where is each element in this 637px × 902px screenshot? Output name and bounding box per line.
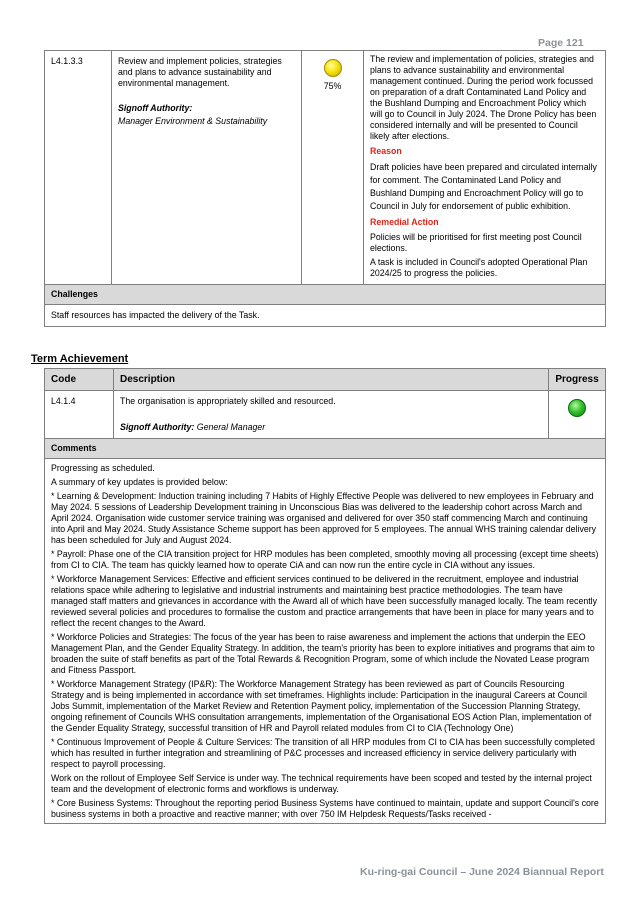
progress-percent: 75% xyxy=(323,81,342,91)
task-code: L4.1.3.3 xyxy=(45,51,112,285)
header-description: Description xyxy=(114,369,549,391)
remedial-text-1: Policies will be prioritised for first meeting post Council elections. xyxy=(370,232,582,253)
term-header-row xyxy=(45,369,606,391)
signoff-name: Manager Environment & Sustainability xyxy=(118,116,268,126)
term-row xyxy=(45,391,606,439)
amber-status-icon xyxy=(324,59,342,77)
comment-paragraph: * Workforce Management Services: Effective and efficient services continued to be delivered in the recruitment, employee and industrial relations space while adhering to legislative and industrial instruments and maintaining best practice methodologies. The team have managed staff matters and grievances in accordance with the Award all of which have been successfully managed locally. The team recently reviewed several policies and procedures to formalise the custom and practice arrangements that have been in place for many years and to reflect the recent changes to the Award. xyxy=(51,574,598,628)
term-progress-cell xyxy=(549,391,606,439)
task-comment-cell xyxy=(364,51,606,285)
challenges-text: Staff resources has impacted the delivery of the Task. xyxy=(45,305,606,327)
comments-header-row xyxy=(45,439,606,459)
comment-paragraph: * Payroll: Phase one of the CIA transition project for HRP modules has been completed, smoothly moving all processing (except time sheets) from CI to CIA. The team has quickly learned how to operate CiA and can now run the entire cycle in CIA without any issues. xyxy=(51,549,599,570)
comment-paragraph: Progressing as scheduled. xyxy=(51,463,155,473)
task-table xyxy=(44,50,606,327)
comment-paragraph: * Workforce Policies and Strategies: The focus of the year has been to raise awareness and implement the actions that underpin the EEO Management Plan, and the Gender Equality Strategy. In addition, the team's priority has been to explore initiatives and programs that aim to broaden the suite of staff benefits as part of the Total Rewards & Recognition Program, some of which include the Novated Lease program and Fitness Passport. xyxy=(51,632,595,675)
comments-row xyxy=(45,459,606,824)
header-progress: Progress xyxy=(549,369,606,391)
term-signoff xyxy=(120,422,542,433)
reason-text: Draft policies have been prepared and circulated internally for comment. The Contaminated Land Policy and Bushland Dumping and Encroachment Policy will go to Council in July for endorsement of public exhibition. xyxy=(370,162,597,211)
comment-paragraph: * Learning & Development: Induction training including 7 Habits of Highly Effective People was delivered to new employees in February and May 2024. 5 sessions of Leadership Development training in Unconscious Bias was delivered to the leadership cohort across March and April 2024. Organisation wide customer service training was organised and delivered for over 350 staff commencing March and continuing into April and May 2024. Study Assistance Scheme support has been approved for 5 employees. The annual WHS training calendar delivery has been scheduled for July and August 2024. xyxy=(51,491,597,545)
task-comment: The review and implementation of policies, strategies and plans to advance sustainability and environmental management continued. During the period work focussed on preparation of a draft Contaminated Land Policy and the Bushland Dumping and Encroachment Policy which will go to Council in July 2024. The Drone Policy has been considered internally and will be presented to Council likely after elections. xyxy=(370,54,597,141)
challenges-row xyxy=(45,305,606,327)
comment-paragraph: * Continuous Improvement of People & Culture Services: The transition of all HRP modules from CI to CIA has been successfully completed which has resulted in further integration and streamlining of P&C processes and increased efficiency in service delivery particularly with respect to payroll processing. xyxy=(51,737,595,769)
comment-paragraph: * Core Business Systems: Throughout the reporting period Business Systems have continued to maintain, update and support Council's core business systems in both a proactive and reactive manner; with over 750 IM Helpdesk Requests/Tasks received - xyxy=(51,798,599,819)
comment-paragraph: Work on the rollout of Employee Self Service is under way. The technical requirements have been scoped and tested by the internal project team and the development of electronic forms and workflows is underway. xyxy=(51,773,592,794)
task-description-cell xyxy=(112,51,302,285)
comment-paragraph: * Workforce Management Strategy (IP&R): The Workforce Management Strategy has been reviewed as part of Councils Resourcing Strategy and is being implemented in accordance with set timeframes. Highlights include: Participation in the inaugural Careers at Council Jobs Summit, implementation of the Market Review and Retention Payment policy, implementation of the Succession Planning Strategy, ongoing refinement of Councils WHS consultation arrangements, implementation of the Organisational EOS Action Plan, implementation of the Gender Equality Strategy, successful transition of HR and Payroll related modules from CI to CIA (Technology One) xyxy=(51,679,592,733)
task-progress-cell xyxy=(302,51,364,285)
comments-cell xyxy=(45,459,606,824)
challenges-header-row xyxy=(45,285,606,305)
term-description: The organisation is appropriately skilled and resourced. xyxy=(120,396,336,406)
term-signoff-label: Signoff Authority: xyxy=(120,422,195,432)
remedial-text-2: A task is included in Council's adopted Operational Plan 2024/25 to progress the policies. xyxy=(370,257,588,278)
task-description: Review and implement policies, strategies and plans to advance sustainability and environmental management. xyxy=(118,56,282,88)
term-description-cell xyxy=(114,391,549,439)
page-footer: Ku-ring-gai Council – June 2024 Biannual Report xyxy=(360,866,604,878)
comment-paragraph: A summary of key updates is provided below: xyxy=(51,477,228,487)
green-status-icon xyxy=(568,399,586,417)
signoff-label: Signoff Authority: xyxy=(118,103,193,113)
comments-label: Comments xyxy=(45,439,606,459)
reason-label: Reason xyxy=(370,146,402,156)
task-row xyxy=(45,51,606,285)
term-code: L4.1.4 xyxy=(45,391,114,439)
header-code: Code xyxy=(45,369,114,391)
section-title: Term Achievement xyxy=(31,353,129,365)
page-number: Page 121 xyxy=(538,37,584,49)
challenges-label: Challenges xyxy=(45,285,606,305)
term-signoff-name: General Manager xyxy=(196,422,266,432)
term-table xyxy=(44,368,606,824)
remedial-label: Remedial Action xyxy=(370,217,439,227)
